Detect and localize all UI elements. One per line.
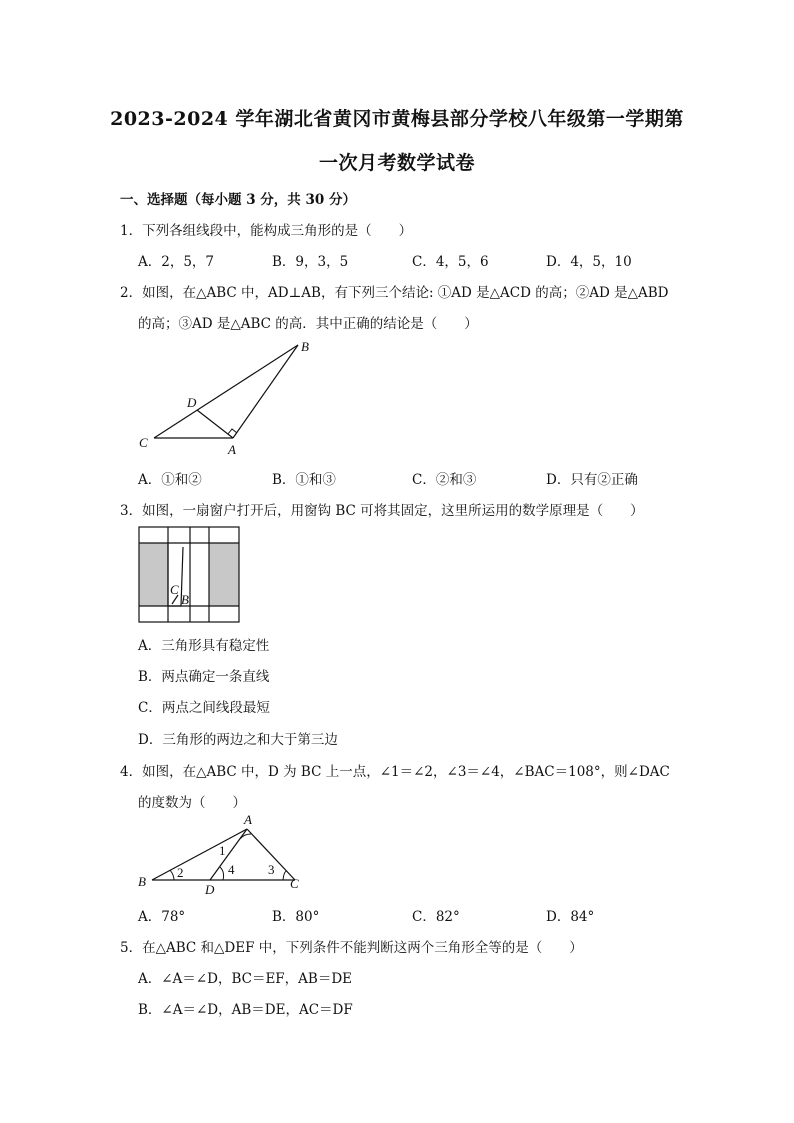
q2-segment-ad xyxy=(197,410,233,438)
q2-option-b: B．①和③ xyxy=(272,472,336,488)
exam-title-line2: 一次月考数学试卷 xyxy=(318,152,475,174)
question-2-stem-line1: 2．如图，在△ABC 中，AD⊥AB，有下列三个结论: ①AD 是△ACD 的高；②AD 是△ABD xyxy=(120,285,669,301)
q4-angle-mark-3 xyxy=(283,871,287,880)
q2-option-c: C．②和③ xyxy=(412,472,477,488)
q4-label-angle-4: 4 xyxy=(228,862,235,877)
question-4-stem-line2: 的度数为（ ） xyxy=(138,795,246,811)
q2-side-cb xyxy=(154,345,298,438)
q3-window-figure xyxy=(138,526,240,623)
q4-angle-mark-4 xyxy=(220,867,224,880)
q2-triangle-figure xyxy=(130,335,330,460)
q2-label-b: B xyxy=(301,339,309,354)
q5-option-a: A．∠A＝∠D，BC＝EF，AB＝DE xyxy=(138,971,353,987)
q1-option-c: C．4，5，6 xyxy=(412,254,489,270)
q3-option-c: C．两点之间线段最短 xyxy=(138,700,270,716)
q4-label-a: A xyxy=(244,812,252,827)
q3-label-c: C xyxy=(170,582,179,597)
section-heading: 一、选择题（每小题 3 分，共 30 分） xyxy=(120,192,356,208)
q1-option-d: D．4，5，10 xyxy=(546,254,632,270)
q4-angle-mark-2 xyxy=(170,870,174,880)
q5-option-b: B．∠A＝∠D，AB＝DE，AC＝DF xyxy=(138,1002,353,1018)
q4-option-a: A．78° xyxy=(138,909,186,925)
q2-option-a: A．①和② xyxy=(138,472,202,488)
exam-title-line1: 2023-2024 学年湖北省黄冈市黄梅县部分学校八年级第一学期第 xyxy=(110,108,684,130)
q2-label-a: A xyxy=(228,442,236,457)
q4-label-d: D xyxy=(205,882,215,897)
question-5-stem: 5．在△ABC 和△DEF 中，下列条件不能判断这两个三角形全等的是（ ） xyxy=(120,940,583,956)
q3-right-pane-shaded xyxy=(209,543,239,606)
q2-option-d: D．只有②正确 xyxy=(546,472,638,488)
question-1-stem: 1．下列各组线段中，能构成三角形的是（ ） xyxy=(120,223,413,239)
q4-label-angle-1: 1 xyxy=(219,843,226,858)
q4-option-c: C．82° xyxy=(412,909,460,925)
q2-side-ab xyxy=(233,345,298,438)
question-3-stem: 3．如图，一扇窗户打开后，用窗钩 BC 可将其固定，这里所运用的数学原理是（ ） xyxy=(120,503,644,519)
q4-triangle-figure xyxy=(130,810,330,900)
q4-label-b: B xyxy=(138,874,146,889)
q3-option-a: A．三角形具有稳定性 xyxy=(138,638,270,654)
q2-label-d: D xyxy=(187,395,197,410)
q3-label-b: B xyxy=(181,592,189,607)
q4-label-c: C xyxy=(290,876,299,891)
q3-left-pane-shaded xyxy=(139,543,168,606)
q4-label-angle-3: 3 xyxy=(268,862,275,877)
q1-option-a: A．2，5，7 xyxy=(138,254,215,270)
question-4-stem-line1: 4．如图，在△ABC 中，D 为 BC 上一点，∠1＝∠2，∠3＝∠4，∠BAC＝108°，则∠DAC xyxy=(120,764,670,780)
q2-label-c: C xyxy=(139,435,148,450)
q1-option-b: B．9，3，5 xyxy=(272,254,349,270)
q4-label-angle-2: 2 xyxy=(177,865,184,880)
q3-option-b: B．两点确定一条直线 xyxy=(138,669,270,685)
q4-option-d: D．84° xyxy=(546,909,595,925)
q4-option-b: B．80° xyxy=(272,909,320,925)
question-2-stem-line2: 的高；③AD 是△ABC 的高．其中正确的结论是（ ） xyxy=(138,316,478,332)
q3-option-d: D．三角形的两边之和大于第三边 xyxy=(138,732,338,748)
